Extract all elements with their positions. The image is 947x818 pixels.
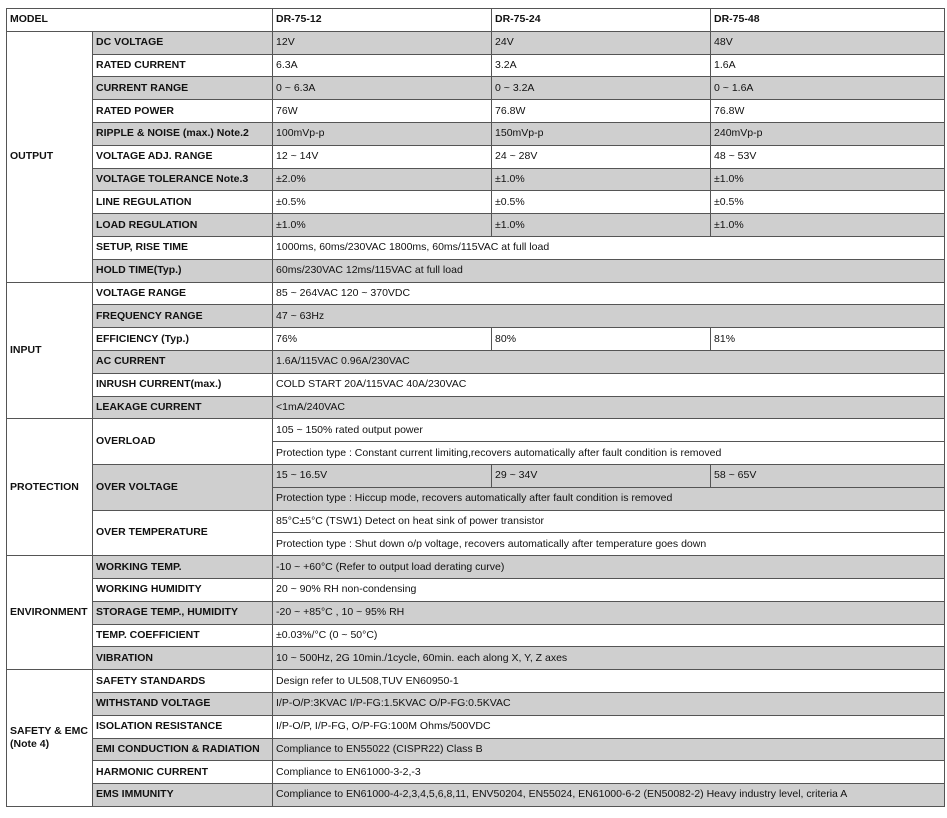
row-label: EMI CONDUCTION & RADIATION — [93, 738, 273, 761]
cell-value: 85°C±5°C (TSW1) Detect on heat sink of power transistor — [273, 510, 945, 533]
row-label: VOLTAGE ADJ. RANGE — [93, 145, 273, 168]
cell-value: I/P-O/P:3KVAC I/P-FG:1.5KVAC O/P-FG:0.5KVAC — [273, 692, 945, 715]
row-label: OVER VOLTAGE — [93, 464, 273, 510]
row-label: OVER TEMPERATURE — [93, 510, 273, 556]
cell-value: -10 ~ +60°C (Refer to output load derating curve) — [273, 556, 945, 579]
cell-value: 12 ~ 14V — [273, 145, 492, 168]
cell-value: 80% — [492, 328, 711, 351]
category-safety-note: (Note 4) — [10, 738, 50, 750]
table-row — [7, 122, 945, 145]
cell-value: 3.2A — [492, 54, 711, 77]
table-row — [7, 601, 945, 624]
cell-value: 47 ~ 63Hz — [273, 305, 945, 328]
model-dr-75-12: DR-75-12 — [273, 9, 492, 32]
cell-value: 1.6A — [711, 54, 945, 77]
category-safety-emc — [7, 670, 93, 807]
table-row — [7, 282, 945, 305]
row-label: HOLD TIME(Typ.) — [93, 259, 273, 282]
table-row — [7, 350, 945, 373]
cell-value: 76.8W — [711, 100, 945, 123]
cell-value: Compliance to EN61000-4-2,3,4,5,6,8,11, ENV50204, EN55024, EN61000-6-2 (EN50082-2) Heavy industry level, criteria A — [273, 784, 945, 807]
row-label: FREQUENCY RANGE — [93, 305, 273, 328]
row-label: WORKING TEMP. — [93, 556, 273, 579]
table-row — [7, 236, 945, 259]
cell-value: 58 ~ 65V — [711, 464, 945, 487]
cell-value: 81% — [711, 328, 945, 351]
cell-value: I/P-O/P, I/P-FG, O/P-FG:100M Ohms/500VDC — [273, 715, 945, 738]
table-row — [7, 784, 945, 807]
model-dr-75-24: DR-75-24 — [492, 9, 711, 32]
table-row — [7, 578, 945, 601]
row-label: LOAD REGULATION — [93, 214, 273, 237]
cell-value: 1000ms, 60ms/230VAC 1800ms, 60ms/115VAC at full load — [273, 236, 945, 259]
table-row — [7, 214, 945, 237]
model-dr-75-48: DR-75-48 — [711, 9, 945, 32]
cell-value: Compliance to EN55022 (CISPR22) Class B — [273, 738, 945, 761]
cell-value: 0 ~ 3.2A — [492, 77, 711, 100]
cell-value: ±1.0% — [273, 214, 492, 237]
cell-value: ±0.5% — [492, 191, 711, 214]
cell-value: 24V — [492, 31, 711, 54]
cell-value: Compliance to EN61000-3-2,-3 — [273, 761, 945, 784]
cell-value: 60ms/230VAC 12ms/115VAC at full load — [273, 259, 945, 282]
table-row — [7, 168, 945, 191]
table-row — [7, 624, 945, 647]
cell-value: 20 ~ 90% RH non-condensing — [273, 578, 945, 601]
table-row — [7, 464, 945, 487]
cell-value: 105 ~ 150% rated output power — [273, 419, 945, 442]
cell-value: Protection type : Constant current limiting,recovers automatically after fault condition is removed — [273, 442, 945, 465]
table-row — [7, 510, 945, 533]
table-row — [7, 396, 945, 419]
cell-value: ±1.0% — [492, 214, 711, 237]
cell-value: ±0.5% — [273, 191, 492, 214]
row-label: STORAGE TEMP., HUMIDITY — [93, 601, 273, 624]
category-protection: PROTECTION — [7, 419, 93, 556]
cell-value: 150mVp-p — [492, 122, 711, 145]
cell-value: ±0.03%/°C (0 ~ 50°C) — [273, 624, 945, 647]
cell-value: 1.6A/115VAC 0.96A/230VAC — [273, 350, 945, 373]
row-label: RIPPLE & NOISE (max.) Note.2 — [93, 122, 273, 145]
cell-value: Protection type : Hiccup mode, recovers automatically after fault condition is removed — [273, 487, 945, 510]
row-label: DC VOLTAGE — [93, 31, 273, 54]
cell-value: ±1.0% — [492, 168, 711, 191]
table-row — [7, 328, 945, 351]
cell-value: 85 ~ 264VAC 120 ~ 370VDC — [273, 282, 945, 305]
row-label: VIBRATION — [93, 647, 273, 670]
cell-value: 76.8W — [492, 100, 711, 123]
row-label: SAFETY STANDARDS — [93, 670, 273, 693]
table-row — [7, 647, 945, 670]
cell-value: ±2.0% — [273, 168, 492, 191]
cell-value: <1mA/240VAC — [273, 396, 945, 419]
row-label: INRUSH CURRENT(max.) — [93, 373, 273, 396]
row-label: SETUP, RISE TIME — [93, 236, 273, 259]
cell-value: Protection type : Shut down o/p voltage, recovers automatically after temperature goes down — [273, 533, 945, 556]
cell-value: ±1.0% — [711, 214, 945, 237]
row-label: WORKING HUMIDITY — [93, 578, 273, 601]
cell-value: 76W — [273, 100, 492, 123]
category-output: OUTPUT — [7, 31, 93, 282]
table-row — [7, 556, 945, 579]
row-label: OVERLOAD — [93, 419, 273, 465]
cell-value: 15 ~ 16.5V — [273, 464, 492, 487]
row-label: EFFICIENCY (Typ.) — [93, 328, 273, 351]
cell-value: 0 ~ 1.6A — [711, 77, 945, 100]
table-row — [7, 692, 945, 715]
row-label: LINE REGULATION — [93, 191, 273, 214]
cell-value: 48 ~ 53V — [711, 145, 945, 168]
cell-value: ±1.0% — [711, 168, 945, 191]
table-row — [7, 31, 945, 54]
category-safety-title: SAFETY & EMC — [10, 725, 88, 737]
row-label: WITHSTAND VOLTAGE — [93, 692, 273, 715]
category-environment: ENVIRONMENT — [7, 556, 93, 670]
table-row — [7, 54, 945, 77]
table-row — [7, 715, 945, 738]
row-label: RATED CURRENT — [93, 54, 273, 77]
table-row — [7, 738, 945, 761]
table-row — [7, 77, 945, 100]
row-label: AC CURRENT — [93, 350, 273, 373]
table-row — [7, 670, 945, 693]
row-label: LEAKAGE CURRENT — [93, 396, 273, 419]
table-row — [7, 259, 945, 282]
spec-table — [6, 8, 945, 807]
category-input: INPUT — [7, 282, 93, 419]
row-label: RATED POWER — [93, 100, 273, 123]
cell-value: 6.3A — [273, 54, 492, 77]
row-label: VOLTAGE TOLERANCE Note.3 — [93, 168, 273, 191]
table-row — [7, 419, 945, 442]
cell-value: 240mVp-p — [711, 122, 945, 145]
row-label: VOLTAGE RANGE — [93, 282, 273, 305]
cell-value: 48V — [711, 31, 945, 54]
cell-value: 0 ~ 6.3A — [273, 77, 492, 100]
cell-value: COLD START 20A/115VAC 40A/230VAC — [273, 373, 945, 396]
model-header: MODEL — [7, 9, 273, 32]
cell-value: 24 ~ 28V — [492, 145, 711, 168]
row-label: CURRENT RANGE — [93, 77, 273, 100]
cell-value: 29 ~ 34V — [492, 464, 711, 487]
table-row — [7, 305, 945, 328]
cell-value: Design refer to UL508,TUV EN60950-1 — [273, 670, 945, 693]
table-row — [7, 761, 945, 784]
cell-value: -20 ~ +85°C , 10 ~ 95% RH — [273, 601, 945, 624]
table-row — [7, 373, 945, 396]
row-label: ISOLATION RESISTANCE — [93, 715, 273, 738]
cell-value: 10 ~ 500Hz, 2G 10min./1cycle, 60min. each along X, Y, Z axes — [273, 647, 945, 670]
cell-value: 12V — [273, 31, 492, 54]
cell-value: 100mVp-p — [273, 122, 492, 145]
row-label: EMS IMMUNITY — [93, 784, 273, 807]
header-row — [7, 9, 945, 32]
cell-value: 76% — [273, 328, 492, 351]
row-label: HARMONIC CURRENT — [93, 761, 273, 784]
row-label: TEMP. COEFFICIENT — [93, 624, 273, 647]
table-row — [7, 145, 945, 168]
cell-value: ±0.5% — [711, 191, 945, 214]
table-row — [7, 100, 945, 123]
table-row — [7, 191, 945, 214]
